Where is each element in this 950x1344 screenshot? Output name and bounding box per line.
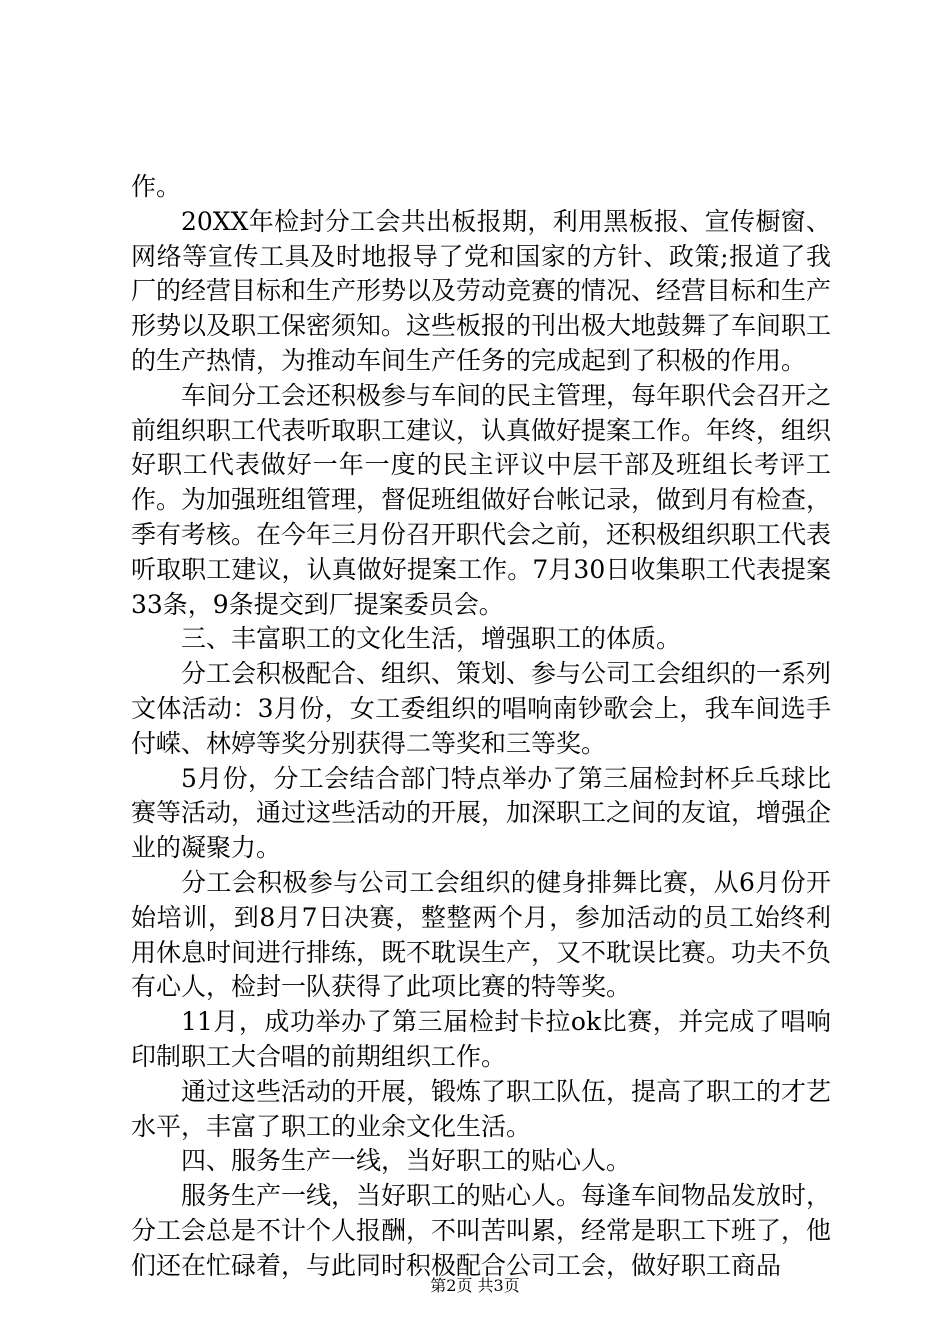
paragraph-8: 11月，成功举办了第三届检封卡拉ok比赛，并完成了唱响印制职工大合唱的前期组织工作。 [131, 1007, 831, 1071]
paragraph-3: 车间分工会还积极参与车间的民主管理，每年职代会召开之前组织职工代表听取职工建议，认真做好提案工作。年终，组织好职工代表做好一年一度的民主评议中层干部及班组长考评工作。为加强班组管理，督促班组做好台帐记录，做到月有检查，季有考核。在今年三月份召开职代会之前，还积极组织职工代表听取职工建议，认真做好提案工作。7月30日收集职工代表提案33条，9条提交到厂提案委员会。 [131, 380, 832, 619]
paragraph-7: 分工会积极参与公司工会组织的健身排舞比赛，从6月份开始培训，到8月7日决赛，整整两个月，参加活动的员工始终利用休息时间进行排练，既不耽误生产，又不耽误比赛。功夫不负有心人，检封一队获得了此项比赛的特等奖。 [131, 867, 832, 1002]
paragraph-2: 20XX年检封分工会共出板报期，利用黑板报、宣传橱窗、网络等宣传工具及时地报导了党和国家的方针、政策;报道了我厂的经营目标和生产形势以及劳动竞赛的情况、经营目标和生产形势以及职工保密须知。这些板报的刊出极大地鼓舞了车间职工的生产热情，为推动车间生产任务的完成起到了积极的作用。 [131, 206, 832, 375]
paragraph-9: 通过这些活动的开展，锻炼了职工队伍，提高了职工的才艺水平，丰富了职工的业余文化生活。 [131, 1076, 832, 1141]
paragraph-6: 5月份，分工会结合部门特点举办了第三届检封杯乒乓球比赛等活动，通过这些活动的开展，加深职工之间的友谊，增强企业的凝聚力。 [131, 763, 832, 863]
page-footer [0, 1273, 950, 1296]
paragraph-1: 作。 [131, 172, 182, 201]
paragraph-5: 分工会积极配合、组织、策划、参与公司工会组织的一系列文体活动：3月份，女工委组织的唱响南钞歌会上，我车间选手付嵘、林婷等奖分别获得二等奖和三等奖。 [131, 659, 832, 758]
section-heading-3: 三、丰富职工的文化生活，增强职工的体质。 [181, 624, 682, 654]
section-heading-4: 四、服务生产一线，当好职工的贴心人。 [181, 1146, 632, 1176]
paragraph-11: 服务生产一线，当好职工的贴心人。每逢车间物品发放时，分工会总是不计个人报酬，不叫苦叫累，经常是职工下班了，他们还在忙碌着，与此同时积极配合公司工会，做好职工商品 [131, 1181, 832, 1280]
page-indicator: 第2页 共3页 [430, 1276, 520, 1295]
document-body [131, 170, 831, 1284]
